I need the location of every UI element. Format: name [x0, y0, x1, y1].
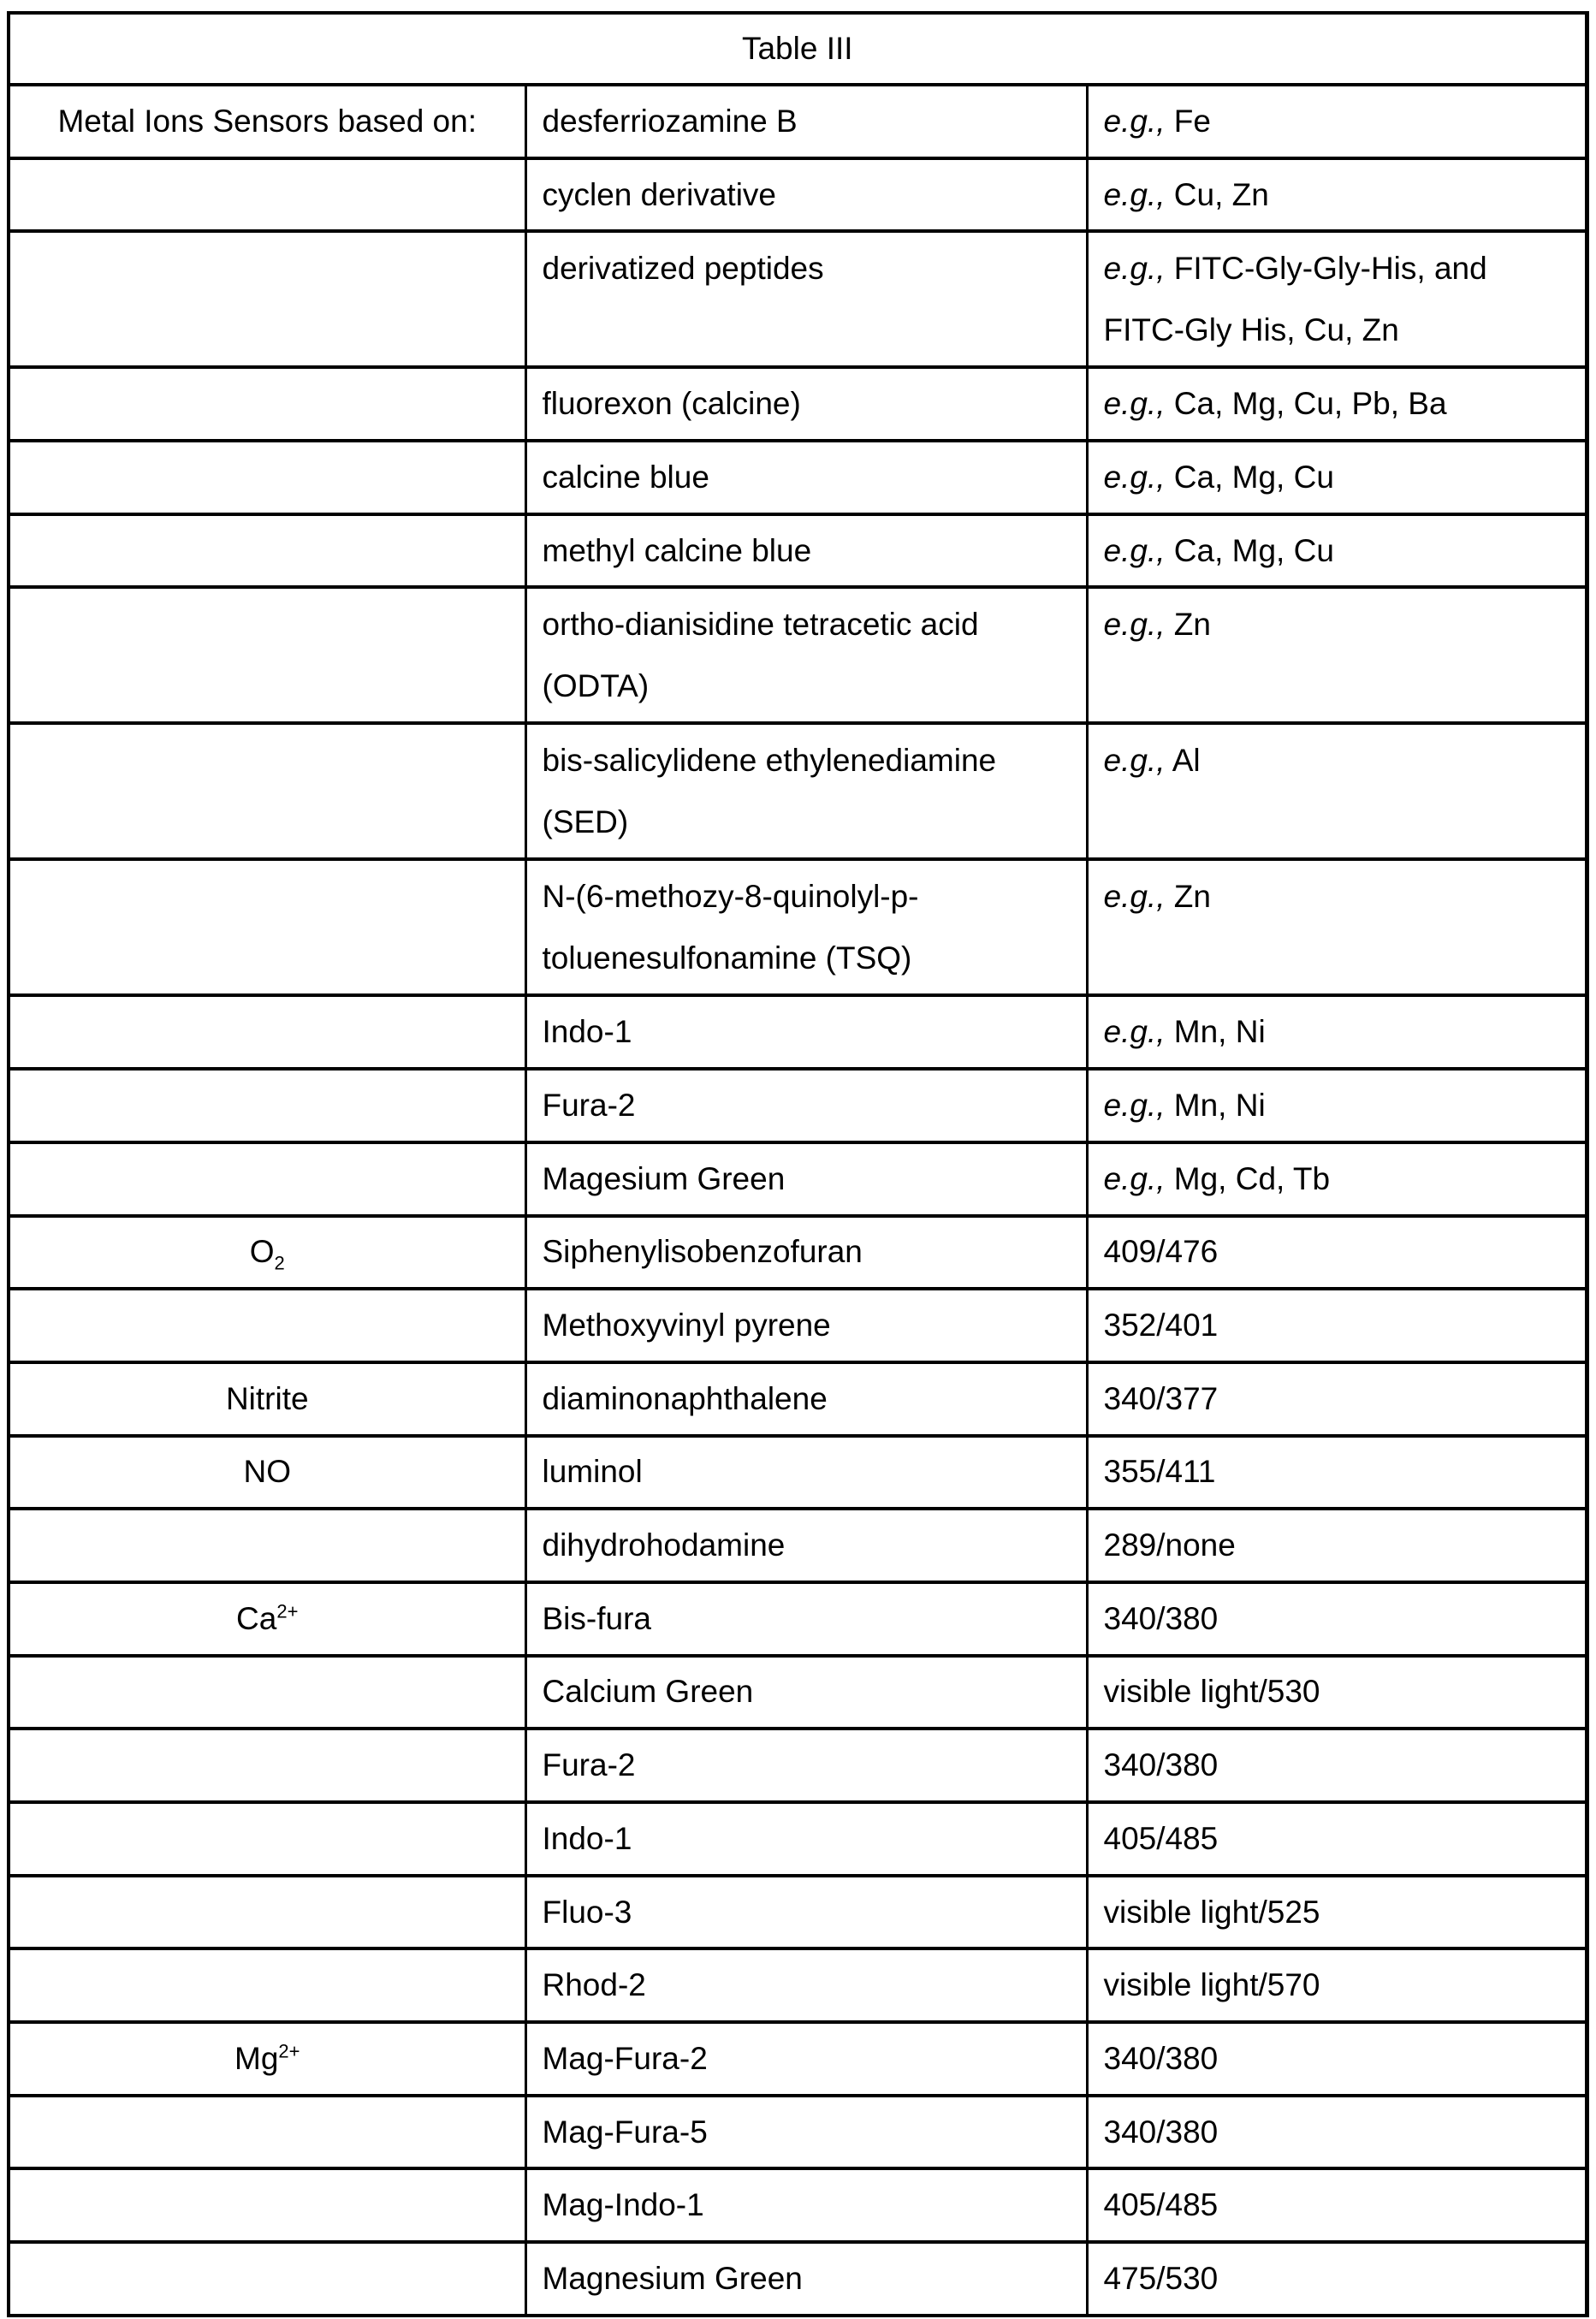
table-row	[9, 1436, 1587, 1509]
detail-cell	[1087, 1436, 1587, 1509]
sensor-cell: diaminonaphthalene	[525, 1362, 1087, 1436]
sensor-cell: bis-salicylidene ethylenediamine (SED)	[525, 723, 1087, 859]
detail-text: Mg, Cd, Tb	[1166, 1161, 1331, 1196]
table-row	[9, 995, 1587, 1069]
detail-cell	[1087, 231, 1587, 367]
analyte-cell	[9, 514, 525, 588]
analyte-cell	[9, 2022, 525, 2096]
detail-text: Ca, Mg, Cu, Pb, Ba	[1166, 386, 1447, 421]
analyte-cell	[9, 367, 525, 441]
table-iii	[7, 11, 1589, 2317]
table-row	[9, 158, 1587, 232]
sensor-cell: Indo-1	[525, 1802, 1087, 1876]
detail-cell	[1087, 1289, 1587, 1362]
sensor-cell: Mag-Fura-2	[525, 2022, 1087, 2096]
table-row	[9, 723, 1587, 859]
eg-label: e.g.,	[1104, 533, 1166, 568]
analyte-cell	[9, 2242, 525, 2316]
analyte-label: Ca	[236, 1601, 276, 1636]
detail-text: Al	[1166, 743, 1201, 778]
analyte-cell	[9, 441, 525, 514]
analyte-label: O	[250, 1234, 275, 1269]
sensor-cell: fluorexon (calcine)	[525, 367, 1087, 441]
analyte-cell	[9, 1948, 525, 2022]
analyte-cell	[9, 1802, 525, 1876]
sensor-cell: Methoxyvinyl pyrene	[525, 1289, 1087, 1362]
sensor-cell: derivatized peptides	[525, 231, 1087, 367]
sensor-cell: cyclen derivative	[525, 158, 1087, 232]
detail-cell	[1087, 2168, 1587, 2242]
analyte-cell	[9, 1069, 525, 1142]
table-row	[9, 1362, 1587, 1436]
analyte-cell	[9, 231, 525, 367]
detail-text: 405/485	[1104, 2187, 1219, 2222]
analyte-label: Mg	[234, 2041, 278, 2076]
detail-cell	[1087, 1948, 1587, 2022]
table-row	[9, 231, 1587, 367]
table-row	[9, 2168, 1587, 2242]
table-row	[9, 1656, 1587, 1729]
detail-text: 340/380	[1104, 2114, 1219, 2150]
detail-cell	[1087, 2242, 1587, 2316]
analyte-cell	[9, 1509, 525, 1582]
detail-text: Cu, Zn	[1166, 177, 1269, 212]
detail-cell	[1087, 1142, 1587, 1216]
analyte-superscript: 2+	[278, 2041, 300, 2062]
sensor-cell: dihydrohodamine	[525, 1509, 1087, 1582]
table-row	[9, 1582, 1587, 1656]
detail-text: Zn	[1166, 879, 1211, 914]
sensor-cell: Magesium Green	[525, 1142, 1087, 1216]
sensor-cell: methyl calcine blue	[525, 514, 1087, 588]
analyte-cell	[9, 1436, 525, 1509]
sensor-cell: Fluo-3	[525, 1876, 1087, 1949]
detail-cell	[1087, 1362, 1587, 1436]
detail-cell	[1087, 1582, 1587, 1656]
detail-text: 340/377	[1104, 1381, 1219, 1416]
eg-label: e.g.,	[1104, 177, 1166, 212]
eg-label: e.g.,	[1104, 607, 1166, 642]
sensor-cell: Indo-1	[525, 995, 1087, 1069]
eg-label: e.g.,	[1104, 1014, 1166, 1049]
analyte-label: Nitrite	[226, 1381, 309, 1416]
table-row	[9, 441, 1587, 514]
table-row	[9, 2022, 1587, 2096]
detail-cell	[1087, 1509, 1587, 1582]
sensor-cell: Magnesium Green	[525, 2242, 1087, 2316]
detail-cell	[1087, 158, 1587, 232]
sensor-cell: ortho-dianisidine tetracetic acid (ODTA)	[525, 587, 1087, 723]
detail-text: FITC-Gly-Gly-His, and FITC-Gly His, Cu, Zn	[1104, 251, 1487, 347]
detail-text: 475/530	[1104, 2261, 1219, 2296]
detail-text: 355/411	[1104, 1454, 1216, 1489]
detail-text: visible light/525	[1104, 1895, 1320, 1930]
eg-label: e.g.,	[1104, 104, 1166, 139]
table-row	[9, 1142, 1587, 1216]
analyte-cell	[9, 1362, 525, 1436]
detail-cell	[1087, 514, 1587, 588]
detail-cell	[1087, 1216, 1587, 1290]
eg-label: e.g.,	[1104, 460, 1166, 495]
detail-text: Ca, Mg, Cu	[1166, 460, 1334, 495]
table-row	[9, 1876, 1587, 1949]
sensor-cell: Siphenylisobenzofuran	[525, 1216, 1087, 1290]
table-row	[9, 85, 1587, 158]
analyte-cell	[9, 723, 525, 859]
detail-text: 289/none	[1104, 1527, 1236, 1563]
detail-text: 340/380	[1104, 1747, 1219, 1782]
analyte-cell	[9, 1142, 525, 1216]
analyte-cell	[9, 2096, 525, 2169]
sensor-cell: Bis-fura	[525, 1582, 1087, 1656]
sensor-cell: Calcium Green	[525, 1656, 1087, 1729]
analyte-cell	[9, 2168, 525, 2242]
sensor-cell: Fura-2	[525, 1729, 1087, 1802]
detail-text: 352/401	[1104, 1308, 1219, 1343]
table-title: Table III	[9, 13, 1587, 85]
analyte-cell	[9, 85, 525, 158]
detail-cell	[1087, 1069, 1587, 1142]
analyte-cell	[9, 859, 525, 995]
detail-cell	[1087, 1729, 1587, 1802]
eg-label: e.g.,	[1104, 1161, 1166, 1196]
table-row	[9, 1069, 1587, 1142]
detail-cell	[1087, 441, 1587, 514]
table-row	[9, 1729, 1587, 1802]
analyte-cell	[9, 1729, 525, 1802]
analyte-label: NO	[244, 1454, 292, 1489]
analyte-cell	[9, 1216, 525, 1290]
sensor-cell: Fura-2	[525, 1069, 1087, 1142]
detail-cell	[1087, 85, 1587, 158]
table-row	[9, 1216, 1587, 1290]
detail-cell	[1087, 1656, 1587, 1729]
detail-text: Zn	[1166, 607, 1211, 642]
eg-label: e.g.,	[1104, 386, 1166, 421]
detail-text: 340/380	[1104, 2041, 1219, 2076]
analyte-cell	[9, 995, 525, 1069]
detail-text: 340/380	[1104, 1601, 1219, 1636]
eg-label: e.g.,	[1104, 879, 1166, 914]
detail-cell	[1087, 859, 1587, 995]
sensor-cell: desferriozamine B	[525, 85, 1087, 158]
detail-cell	[1087, 1802, 1587, 1876]
detail-text: visible light/570	[1104, 1967, 1320, 2002]
table-row	[9, 1802, 1587, 1876]
detail-text: Mn, Ni	[1166, 1014, 1266, 1049]
analyte-label: Metal Ions Sensors based on:	[57, 104, 477, 139]
analyte-cell	[9, 1656, 525, 1729]
analyte-superscript: 2+	[276, 1600, 298, 1622]
detail-text: 409/476	[1104, 1234, 1219, 1269]
sensor-cell: N-(6-methozy-8-quinolyl-p-toluenesulfonamine (TSQ)	[525, 859, 1087, 995]
table-row	[9, 367, 1587, 441]
table-row	[9, 2242, 1587, 2316]
table-row	[9, 2096, 1587, 2169]
detail-cell	[1087, 2096, 1587, 2169]
detail-cell	[1087, 995, 1587, 1069]
table-row	[9, 1948, 1587, 2022]
detail-cell	[1087, 2022, 1587, 2096]
detail-text: visible light/530	[1104, 1674, 1320, 1709]
eg-label: e.g.,	[1104, 251, 1166, 286]
detail-text: Ca, Mg, Cu	[1166, 533, 1334, 568]
analyte-cell	[9, 1876, 525, 1949]
analyte-cell	[9, 158, 525, 232]
detail-cell	[1087, 587, 1587, 723]
table-row	[9, 1289, 1587, 1362]
analyte-subscript: 2	[275, 1253, 285, 1274]
detail-text: Fe	[1166, 104, 1211, 139]
eg-label: e.g.,	[1104, 743, 1166, 778]
table-row	[9, 514, 1587, 588]
detail-text: Mn, Ni	[1166, 1088, 1266, 1123]
detail-cell	[1087, 723, 1587, 859]
detail-cell	[1087, 367, 1587, 441]
table-row	[9, 587, 1587, 723]
table-row	[9, 859, 1587, 995]
table-row	[9, 1509, 1587, 1582]
sensor-cell: Rhod-2	[525, 1948, 1087, 2022]
sensor-cell: calcine blue	[525, 441, 1087, 514]
analyte-cell	[9, 587, 525, 723]
analyte-cell	[9, 1289, 525, 1362]
detail-cell	[1087, 1876, 1587, 1949]
eg-label: e.g.,	[1104, 1088, 1166, 1123]
detail-text: 405/485	[1104, 1821, 1219, 1856]
sensor-cell: Mag-Fura-5	[525, 2096, 1087, 2169]
analyte-cell	[9, 1582, 525, 1656]
sensor-cell: luminol	[525, 1436, 1087, 1509]
sensor-cell: Mag-Indo-1	[525, 2168, 1087, 2242]
